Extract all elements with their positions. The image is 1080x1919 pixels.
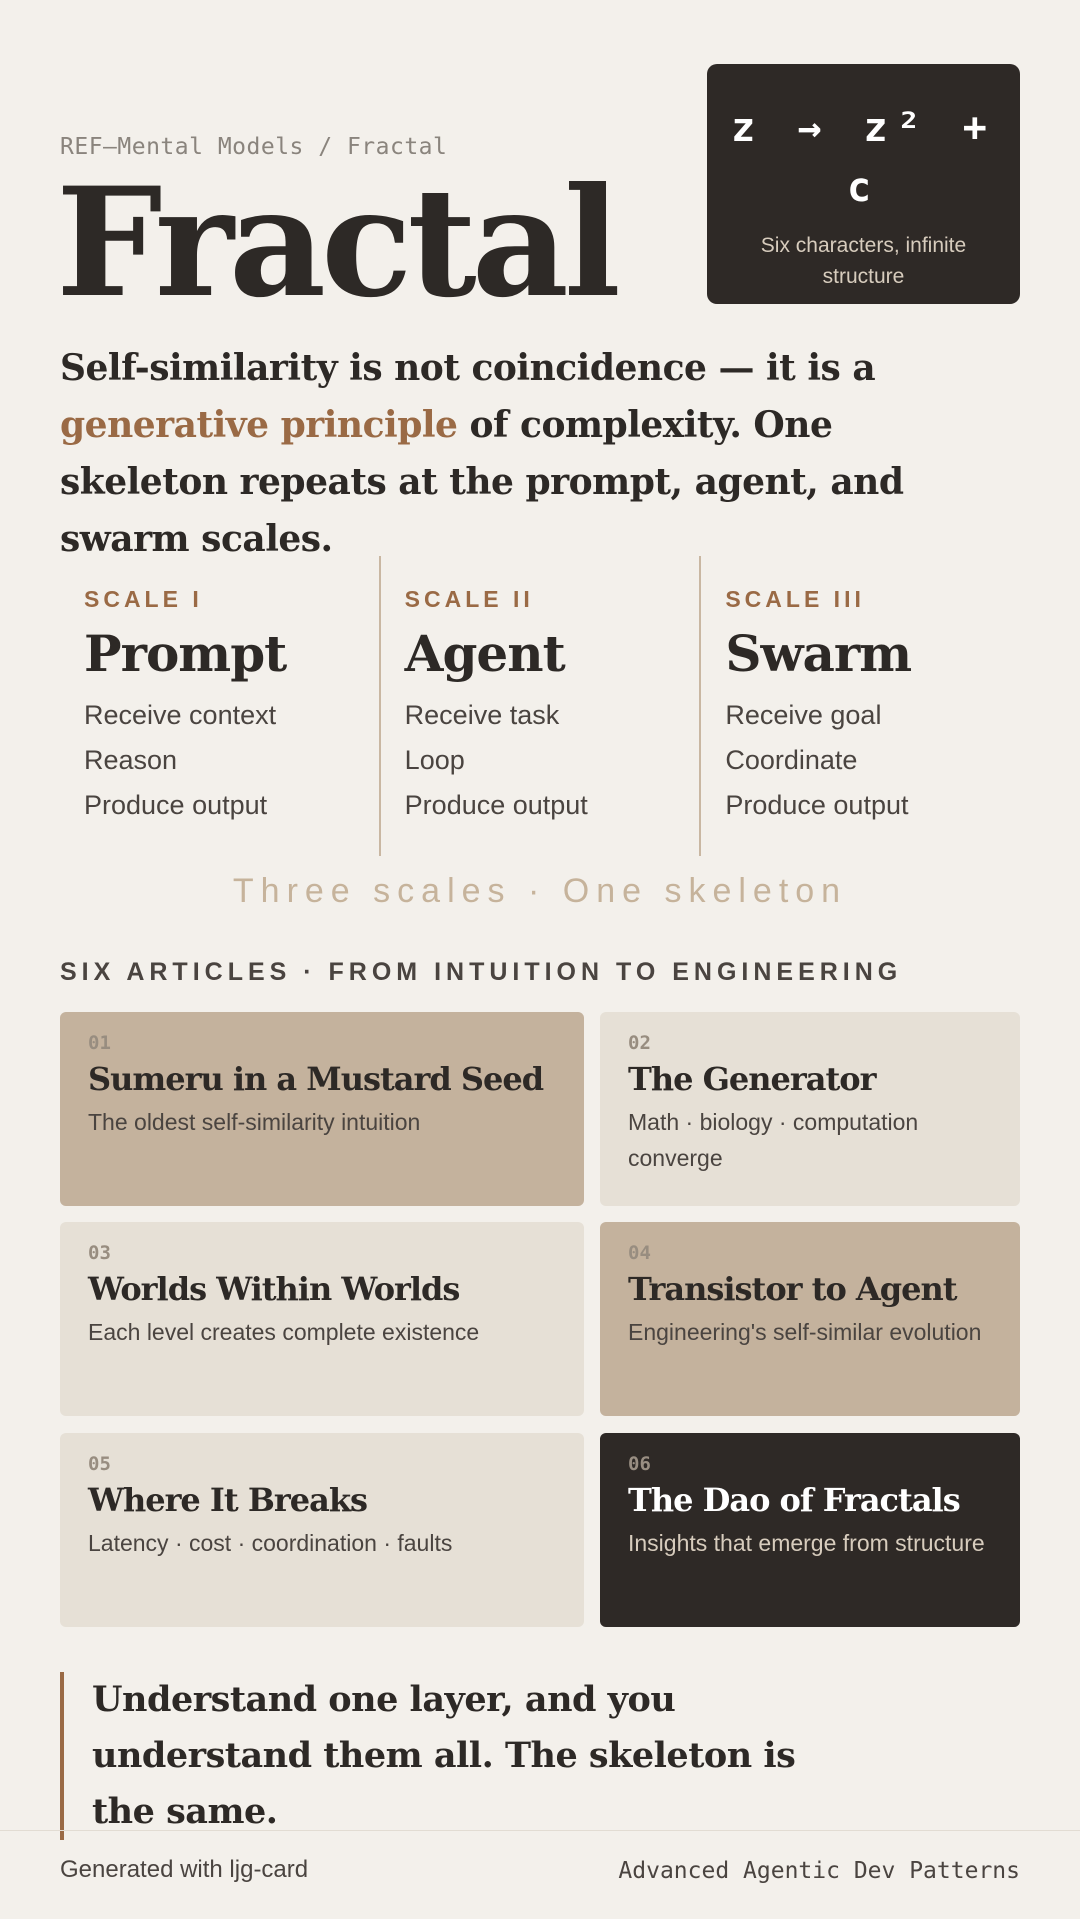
article-title: Sumeru in a Mustard Seed [88,1060,544,1098]
scale-step: Produce output [725,790,909,820]
article-subtitle: Each level creates complete existence [88,1319,480,1345]
article-number: 04 [628,1242,651,1264]
scale-step: Receive context [84,700,277,730]
article-title: Transistor to Agent [628,1270,957,1308]
article-card-06[interactable] [600,1433,1020,1627]
article-title: The Generator [628,1060,876,1098]
scale-label: SCALE III [725,586,865,612]
quote-text: Understand one layer, and you understand them all. The skeleton is the same. [92,1679,796,1832]
article-subtitle: The oldest self-similarity intuition [88,1109,421,1135]
breadcrumb: REF—Mental Models / Fractal [60,134,448,160]
scale-column [699,556,1020,856]
scale-column [60,556,379,856]
article-subtitle: Math · biology · computation converge [628,1109,919,1171]
article-card-05[interactable] [60,1433,584,1627]
article-subtitle: Engineering's self-similar evolution [628,1319,982,1345]
scale-name: Prompt [84,624,287,683]
scale-step: Loop [404,745,465,775]
article-number: 06 [628,1453,651,1475]
scale-step: Produce output [84,790,268,820]
article-card-03[interactable] [60,1222,584,1416]
formula-caption: Six characters, infinite structure [760,234,967,288]
scale-name: Swarm [725,624,912,683]
article-card-04[interactable] [600,1222,1020,1416]
article-title: Worlds Within Worlds [88,1270,460,1308]
article-number: 01 [88,1032,111,1054]
article-subtitle: Latency · cost · coordination · faults [88,1530,453,1556]
scale-label: SCALE II [404,586,534,612]
scales-caption: Three scales · One skeleton [232,872,848,910]
formula-expression: z → z² + c [731,105,996,211]
formula-card [707,64,1020,304]
article-title: The Dao of Fractals [628,1481,960,1519]
lead-statement [60,340,960,568]
lead-text-after: of complexity. One skeleton repeats at the prompt, agent, and swarm scales. [60,404,904,560]
scales-row [60,556,1020,856]
scale-step: Coordinate [725,745,858,775]
articles-heading: SIX ARTICLES · FROM INTUITION TO ENGINEERING [60,958,903,986]
footer-divider [0,1830,1080,1831]
article-card-02[interactable] [600,1012,1020,1206]
page-title: Fractal [56,155,616,331]
scale-column [379,556,700,856]
scale-name: Agent [404,624,565,683]
scale-step: Produce output [404,790,588,820]
article-subtitle: Insights that emerge from structure [628,1530,985,1556]
article-number: 05 [88,1453,111,1475]
article-number: 03 [88,1242,111,1264]
lead-highlight: generative principle [60,404,458,446]
article-number: 02 [628,1032,651,1054]
footer-credit: Generated with ljg-card [60,1856,309,1883]
lead-text-before: Self-similarity is not coincidence — it is a [60,347,876,389]
footer-series: Advanced Agentic Dev Patterns [618,1858,1020,1884]
article-card-01[interactable] [60,1012,584,1206]
closing-quote [60,1672,820,1840]
scale-step: Receive task [404,700,560,730]
scale-label: SCALE I [84,586,203,612]
scale-step: Receive goal [725,700,882,730]
scale-step: Reason [84,745,178,775]
article-title: Where It Breaks [88,1481,367,1519]
